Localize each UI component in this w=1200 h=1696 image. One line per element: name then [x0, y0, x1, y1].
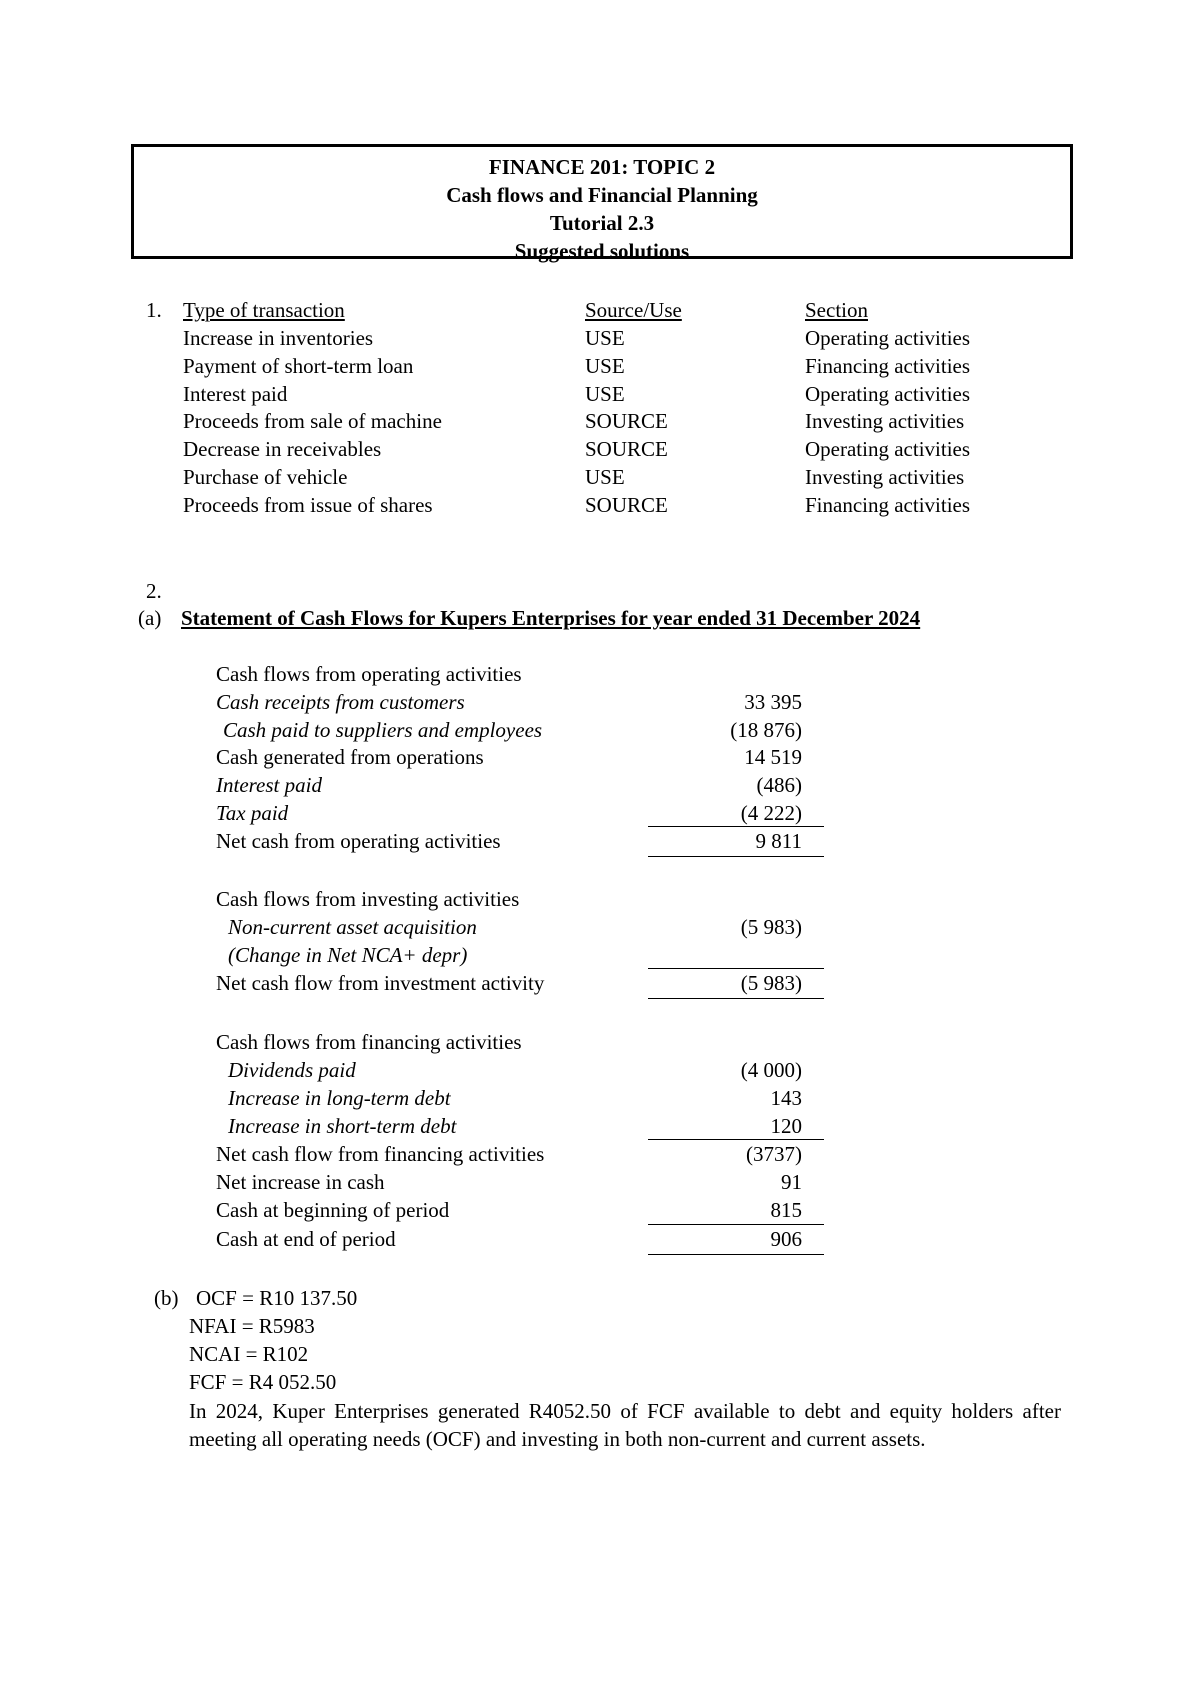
- interest-label: Interest paid: [216, 773, 322, 797]
- std-label: Increase in short-term debt: [228, 1114, 457, 1138]
- cash-begin-value: 815: [770, 1198, 802, 1222]
- paid-suppliers-value: (18 876): [730, 718, 802, 742]
- q1-row-type: Proceeds from sale of machine: [183, 409, 442, 433]
- q1-row-type: Increase in inventories: [183, 326, 374, 350]
- q1-row-type: Decrease in receivables: [183, 437, 382, 461]
- net-investing-value: (5 983): [740, 971, 802, 995]
- operating-heading: Cash flows from operating activities: [216, 662, 522, 686]
- paid-suppliers-label: Cash paid to suppliers and employees: [223, 718, 543, 742]
- nca-label: Non-current asset acquisition: [228, 915, 477, 939]
- dividends-label: Dividends paid: [228, 1058, 356, 1082]
- q1-row-source: SOURCE: [585, 437, 668, 461]
- ltd-value: 143: [770, 1086, 802, 1110]
- ltd-label: Increase in long-term debt: [228, 1086, 451, 1110]
- net-operating-label: Net cash from operating activities: [216, 829, 501, 853]
- financing-heading: Cash flows from financing activities: [216, 1030, 522, 1054]
- topic-title: Cash flows and Financial Planning: [446, 183, 758, 207]
- q1-row-type: Purchase of vehicle: [183, 465, 348, 489]
- fcf-explanation: In 2024, Kuper Enterprises generated R4052.50 of FCF available to debt and equity holders after meeting all operating needs (OCF) and investing in both non-current and current assets.: [189, 1399, 1061, 1451]
- tax-value: (4 222): [740, 801, 802, 825]
- nca-value: (5 983): [740, 915, 802, 939]
- net-increase-value: 91: [781, 1170, 802, 1194]
- net-investing-label: Net cash flow from investment activity: [216, 971, 545, 995]
- q1-row-type: Payment of short-term loan: [183, 354, 414, 378]
- q1-row-section: Investing activities: [805, 465, 965, 489]
- subtotal-rule: [648, 1139, 824, 1140]
- part-a-label: (a): [138, 606, 162, 630]
- nca-note: (Change in Net NCA+ depr): [228, 943, 468, 967]
- tutorial-title: Tutorial 2.3: [549, 211, 655, 235]
- total-rule: [648, 856, 824, 857]
- q1-row-section: Financing activities: [805, 493, 971, 517]
- net-financing-label: Net cash flow from financing activities: [216, 1142, 545, 1166]
- ncai-line: NCAI = R102: [189, 1342, 309, 1366]
- q1-row-section: Investing activities: [805, 409, 965, 433]
- cash-end-label: Cash at end of period: [216, 1227, 396, 1251]
- col-header-section: Section: [805, 298, 868, 322]
- net-financing-value: (3737): [746, 1142, 802, 1166]
- statement-title: Statement of Cash Flows for Kupers Enterprises for year ended 31 December 2024: [181, 606, 921, 630]
- q1-row-source: USE: [585, 326, 625, 350]
- receipts-value: 33 395: [744, 690, 802, 714]
- total-rule: [648, 1254, 824, 1255]
- solutions-title: Suggested solutions: [514, 239, 690, 263]
- q1-row-source: SOURCE: [585, 493, 668, 517]
- question-1-number: 1.: [146, 298, 162, 322]
- net-increase-label: Net increase in cash: [216, 1170, 385, 1194]
- subtotal-rule: [648, 968, 824, 969]
- investing-heading: Cash flows from investing activities: [216, 887, 520, 911]
- q1-row-section: Operating activities: [805, 382, 971, 406]
- dividends-value: (4 000): [740, 1058, 802, 1082]
- q1-row-section: Operating activities: [805, 326, 971, 350]
- cash-begin-label: Cash at beginning of period: [216, 1198, 450, 1222]
- subtotal-rule: [648, 826, 824, 827]
- col-header-source: Source/Use: [585, 298, 682, 322]
- total-rule: [648, 998, 824, 999]
- q1-row-type: Interest paid: [183, 382, 288, 406]
- ocf-line: OCF = R10 137.50: [196, 1286, 358, 1310]
- q1-row-source: USE: [585, 465, 625, 489]
- cash-end-value: 906: [770, 1227, 802, 1251]
- q1-row-source: USE: [585, 382, 625, 406]
- q1-row-section: Financing activities: [805, 354, 971, 378]
- q1-row-source: USE: [585, 354, 625, 378]
- generated-label: Cash generated from operations: [216, 745, 484, 769]
- q1-row-section: Operating activities: [805, 437, 971, 461]
- question-2-number: 2.: [146, 579, 162, 603]
- interest-value: (486): [756, 773, 802, 797]
- subtotal-rule: [648, 1224, 824, 1225]
- q1-row-source: SOURCE: [585, 409, 668, 433]
- part-b-label: (b): [154, 1286, 179, 1310]
- q1-row-type: Proceeds from issue of shares: [183, 493, 433, 517]
- tax-label: Tax paid: [216, 801, 289, 825]
- fcf-line: FCF = R4 052.50: [189, 1370, 337, 1394]
- col-header-type: Type of transaction: [183, 298, 345, 322]
- std-value: 120: [770, 1114, 802, 1138]
- receipts-label: Cash receipts from customers: [216, 690, 465, 714]
- title-box: [131, 144, 1073, 263]
- nfai-line: NFAI = R5983: [189, 1314, 315, 1338]
- course-title: FINANCE 201: TOPIC 2: [488, 155, 716, 179]
- net-operating-value: 9 811: [755, 829, 802, 853]
- generated-value: 14 519: [744, 745, 802, 769]
